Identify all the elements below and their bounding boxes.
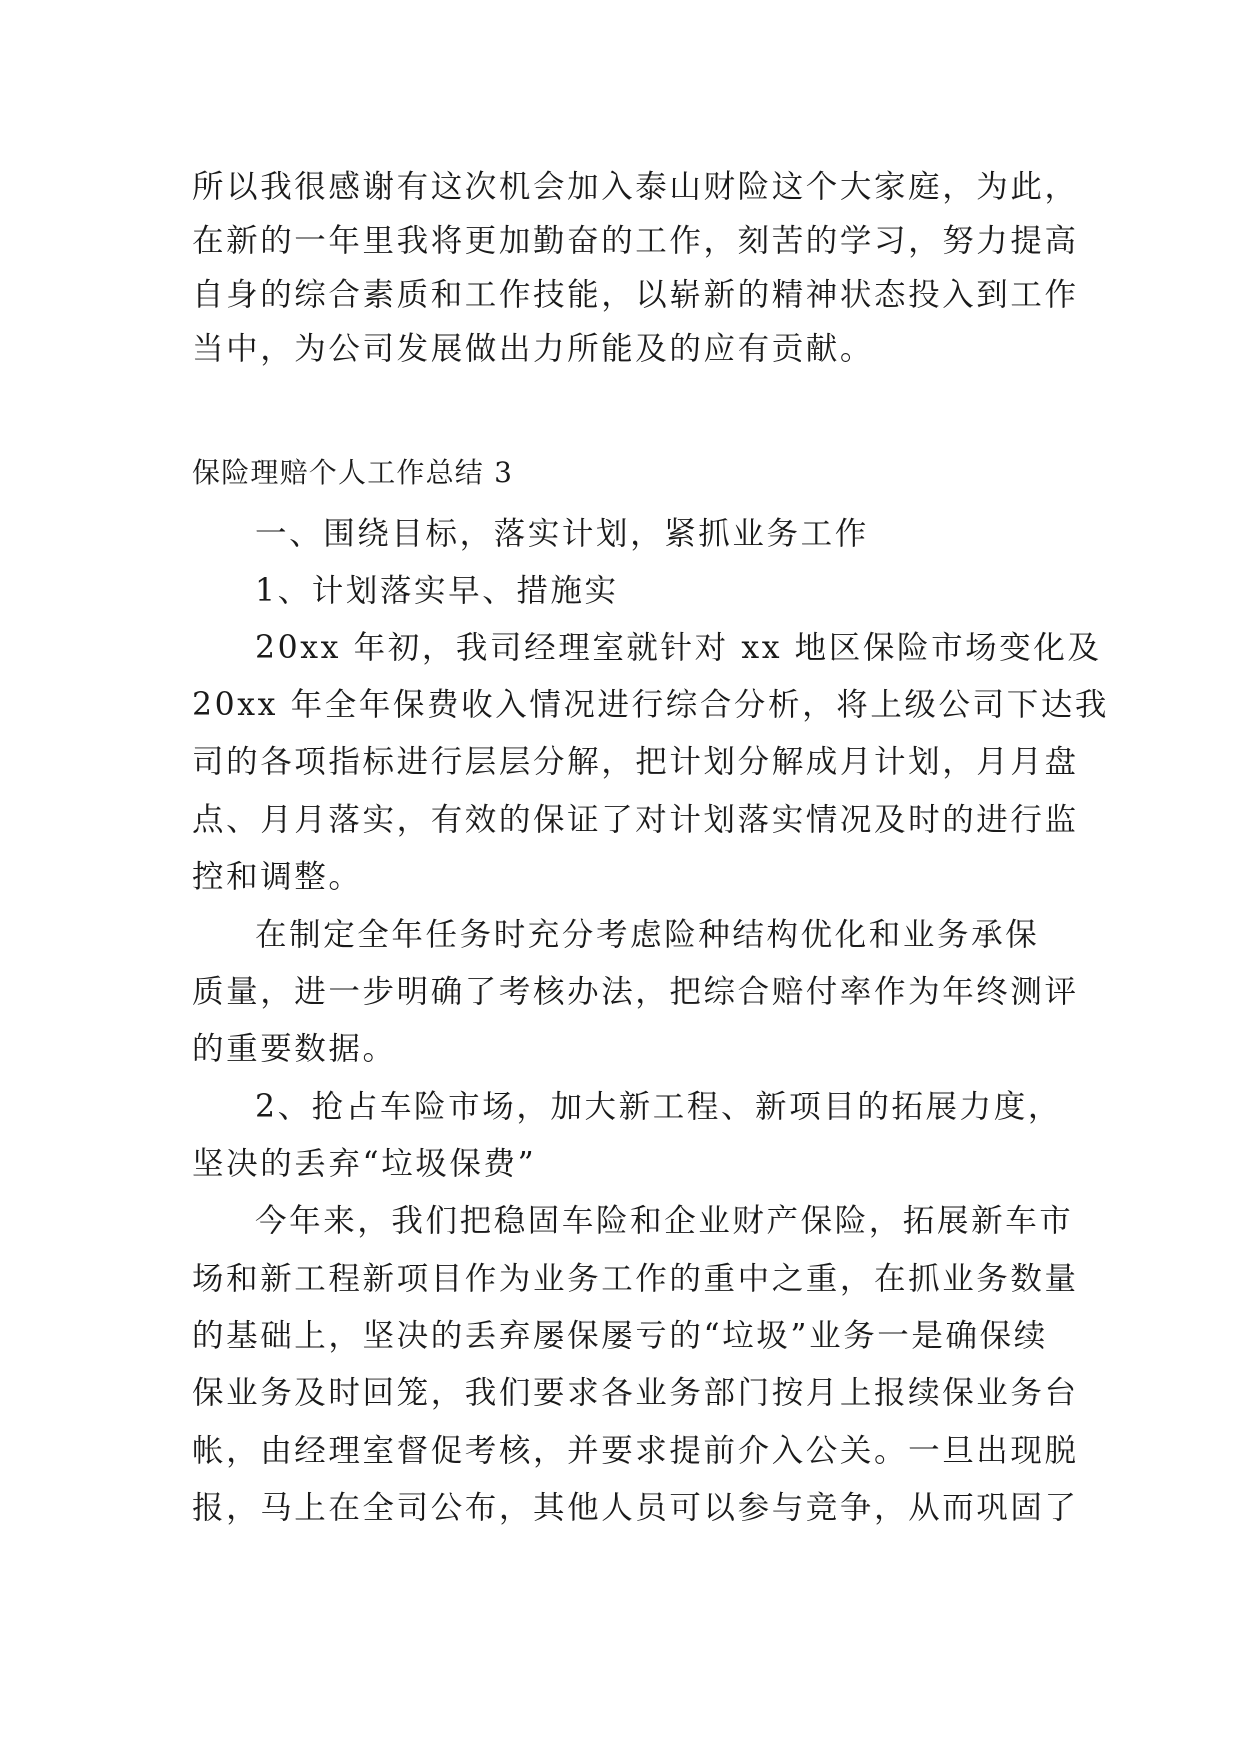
text-line: 当中，为公司发展做出力所能及的应有贡献。 [192, 331, 875, 367]
text-line: 今年来，我们把稳固车险和企业财产保险，拓展新车市 [255, 1203, 1074, 1239]
text-line: 控和调整。 [192, 859, 363, 895]
text-line: 的重要数据。 [192, 1031, 397, 1067]
item-title: 2、抢占车险市场，加大新工程、新项目的拓展力度， [255, 1089, 1062, 1125]
text-line: 20xx 年全年保费收入情况进行综合分析，将上级公司下达我 [192, 687, 1110, 723]
text-line: 点、月月落实，有效的保证了对计划落实情况及时的进行监 [192, 802, 1079, 838]
text-line: 自身的综合素质和工作技能，以崭新的精神状态投入到工作 [192, 277, 1079, 313]
text-line: 在制定全年任务时充分考虑险种结构优化和业务承保 [255, 917, 1040, 953]
item-title: 坚决的丢弃“垃圾保费” [192, 1146, 537, 1182]
text-line: 司的各项指标进行层层分解，把计划分解成月计划，月月盘 [192, 744, 1079, 780]
text-line: 报，马上在全司公布，其他人员可以参与竞争，从而巩固了 [192, 1490, 1079, 1526]
text-line: 质量，进一步明确了考核办法，把综合赔付率作为年终测评 [192, 974, 1079, 1010]
text-line: 保业务及时回笼，我们要求各业务部门按月上报续保业务台 [192, 1375, 1079, 1411]
item-title: 1、计划落实早、措施实 [255, 573, 619, 609]
text-line: 场和新工程新项目作为业务工作的重中之重，在抓业务数量 [192, 1261, 1079, 1297]
text-line: 的基础上，坚决的丢弃屡保屡亏的“垃圾”业务一是确保续 [192, 1318, 1048, 1354]
text-line: 所以我很感谢有这次机会加入泰山财险这个大家庭，为此， [192, 169, 1079, 205]
text-line: 在新的一年里我将更加勤奋的工作，刻苦的学习，努力提高 [192, 223, 1079, 259]
text-line: 20xx 年初，我司经理室就针对 xx 地区保险市场变化及 [255, 630, 1102, 666]
subheading: 一、围绕目标，落实计划，紧抓业务工作 [255, 516, 869, 552]
section-title: 保险理赔个人工作总结 3 [192, 456, 514, 489]
text-line: 帐，由经理室督促考核，并要求提前介入公关。一旦出现脱 [192, 1433, 1079, 1469]
